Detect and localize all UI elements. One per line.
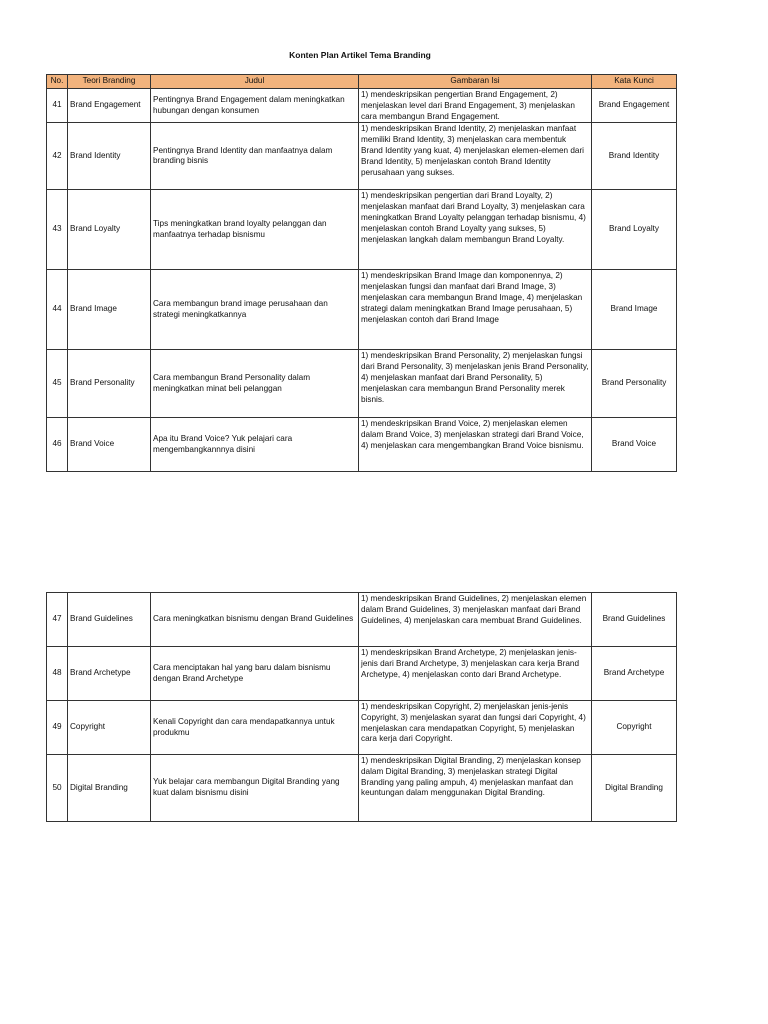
row-judul: Kenali Copyright dan cara mendapatkannya untuk produkmu xyxy=(151,701,359,755)
row-number: 42 xyxy=(47,123,68,190)
row-kata-kunci: Brand Archetype xyxy=(592,647,677,701)
row-judul: Yuk belajar cara membangun Digital Branding yang kuat dalam bisnismu disini xyxy=(151,755,359,822)
row-judul: Tips meningkatkan brand loyalty pelanggan dan manfaatnya terhadap bisnismu xyxy=(151,190,359,270)
header-teori-branding: Teori Branding xyxy=(68,75,151,89)
row-number: 41 xyxy=(47,89,68,123)
row-judul: Pentingnya Brand Identity dan manfaatnya dalam branding bisnis xyxy=(151,123,359,190)
content-plan-table xyxy=(46,74,677,472)
table-row xyxy=(47,89,677,123)
table-row xyxy=(47,418,677,472)
row-kata-kunci: Brand Loyalty xyxy=(592,190,677,270)
row-teori: Brand Guidelines xyxy=(68,593,151,647)
row-gambaran: 1) mendeskripsikan Digital Branding, 2) menjelaskan konsep dalam Digital Branding, 3) menjelaskan strategi Digital Branding yang paling ampuh, 4) menjelaskan manfaat dan keuntungan dalam menggunakan Digital Branding. xyxy=(359,755,592,822)
row-number: 47 xyxy=(47,593,68,647)
row-number: 43 xyxy=(47,190,68,270)
row-teori: Digital Branding xyxy=(68,755,151,822)
row-gambaran: 1) mendeskripsikan Brand Archetype, 2) menjelaskan jenis-jenis dari Brand Archetype, 3) menjelaskan cara kerja Brand Archetype, 4) menjelaskan conto dari Brand Archetype. xyxy=(359,647,592,701)
row-number: 48 xyxy=(47,647,68,701)
row-gambaran: 1) mendeskripsikan pengertian Brand Engagement, 2) menjelaskan level dari Brand Engagement, 3) menjelaskan cara membangun Brand Engagement. xyxy=(359,89,592,123)
row-gambaran: 1) mendeskripsikan Brand Image dan komponennya, 2) menjelaskan fungsi dan manfaat dari Brand Image, 3) menjelaskan cara membangun Brand Image, 4) menjelaskan strategi dalam meningkatkan Brand Image perusahaan, 5) menjelaskan contoh dari Brand Image xyxy=(359,270,592,350)
content-plan-table-continued xyxy=(46,592,677,822)
row-gambaran: 1) mendeskripsikan Brand Identity, 2) menjelaskan manfaat memiliki Brand Identity, 3) menjelaskan cara membentuk Brand Identity yang kuat, 4) menjelaskan elemen-elemen dari Brand Identity, 5) menjelaskan contoh Brand Identity perusahaan yang sukses. xyxy=(359,123,592,190)
header-kata-kunci: Kata Kunci xyxy=(592,75,677,89)
row-judul: Cara meningkatkan bisnismu dengan Brand Guidelines xyxy=(151,593,359,647)
header-judul: Judul xyxy=(151,75,359,89)
row-teori: Brand Loyalty xyxy=(68,190,151,270)
row-kata-kunci: Brand Guidelines xyxy=(592,593,677,647)
row-teori: Brand Personality xyxy=(68,350,151,418)
row-judul: Pentingnya Brand Engagement dalam meningkatkan hubungan dengan konsumen xyxy=(151,89,359,123)
row-kata-kunci: Brand Identity xyxy=(592,123,677,190)
row-number: 49 xyxy=(47,701,68,755)
row-kata-kunci: Brand Voice xyxy=(592,418,677,472)
row-judul: Apa itu Brand Voice? Yuk pelajari cara mengembangkannnya disini xyxy=(151,418,359,472)
table-row xyxy=(47,190,677,270)
row-number: 44 xyxy=(47,270,68,350)
table-row xyxy=(47,701,677,755)
table-row xyxy=(47,270,677,350)
row-number: 45 xyxy=(47,350,68,418)
row-number: 50 xyxy=(47,755,68,822)
row-gambaran: 1) mendeskripsikan pengertian dari Brand Loyalty, 2) menjelaskan manfaat dari Brand Loyalty, 3) menjelaskan cara meningkatkan Brand Loyalty pelanggan terhadap bisnismu, 4) menjelaskan contoh Brand Loyalty yang sukses, 5) menjelaskan langkah dalam membangun Brand Loyalty. xyxy=(359,190,592,270)
row-number: 46 xyxy=(47,418,68,472)
row-kata-kunci: Brand Image xyxy=(592,270,677,350)
row-kata-kunci: Digital Branding xyxy=(592,755,677,822)
row-teori: Brand Image xyxy=(68,270,151,350)
row-gambaran: 1) mendeskripsikan Brand Voice, 2) menjelaskan elemen dalam Brand Voice, 3) menjelaskan strategi dari Brand Voice, 4) menjelaskan cara mengembangkan Brand Voice bisnismu. xyxy=(359,418,592,472)
header-gambaran-isi: Gambaran Isi xyxy=(359,75,592,89)
row-kata-kunci: Brand Personality xyxy=(592,350,677,418)
table-row xyxy=(47,350,677,418)
table-row xyxy=(47,593,677,647)
row-teori: Copyright xyxy=(68,701,151,755)
document-title: Konten Plan Artikel Tema Branding xyxy=(289,50,431,60)
row-judul: Cara menciptakan hal yang baru dalam bisnismu dengan Brand Archetype xyxy=(151,647,359,701)
row-gambaran: 1) mendeskripsikan Brand Guidelines, 2) menjelaskan elemen dalam Brand Guidelines, 3) menjelaskan manfaat dari Brand Guidelines, 4) menjelaskan cara membuat Brand Guidelines. xyxy=(359,593,592,647)
row-teori: Brand Engagement xyxy=(68,89,151,123)
row-kata-kunci: Brand Engagement xyxy=(592,89,677,123)
row-gambaran: 1) mendeskripsikan Brand Personality, 2) menjelaskan fungsi dari Brand Personality, 3) menjelaskan jenis Brand Personality, 4) menjelaskan manfaat dari Brand Personality, 5) menjelaskan cara membangun Brand Personality merek bisnis. xyxy=(359,350,592,418)
header-no: No. xyxy=(47,75,68,89)
table-row xyxy=(47,647,677,701)
row-teori: Brand Archetype xyxy=(68,647,151,701)
table-row xyxy=(47,123,677,190)
row-judul: Cara membangun brand image perusahaan dan strategi meningkatkannya xyxy=(151,270,359,350)
row-teori: Brand Voice xyxy=(68,418,151,472)
row-teori: Brand Identity xyxy=(68,123,151,190)
row-kata-kunci: Copyright xyxy=(592,701,677,755)
table-row xyxy=(47,755,677,822)
row-gambaran: 1) mendeskripsikan Copyright, 2) menjelaskan jenis-jenis Copyright, 3) menjelaskan syarat dan fungsi dari Copyright, 4) menjelaskan cara mendapatkan Copyright, 5) menjelaskan cara kerja dari Copyright. xyxy=(359,701,592,755)
row-judul: Cara membangun Brand Personality dalam meningkatkan minat beli pelanggan xyxy=(151,350,359,418)
table-header-row xyxy=(47,75,677,89)
